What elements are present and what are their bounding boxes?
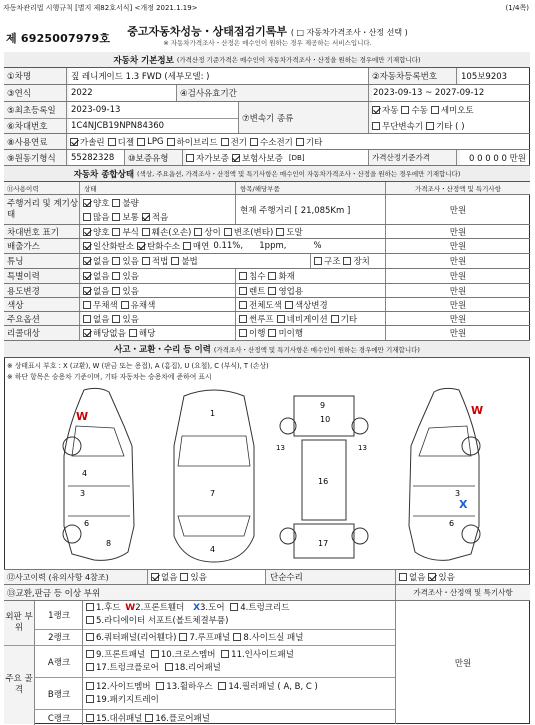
special-flood-label: 침수 bbox=[249, 272, 266, 282]
special-fire-checkbox[interactable] bbox=[268, 272, 276, 280]
special-yes-checkbox[interactable] bbox=[112, 272, 120, 280]
color-chromatic-label: 유채색 bbox=[130, 300, 156, 311]
db-mark: [DB] bbox=[288, 153, 305, 162]
top-hood-num: 1 bbox=[210, 409, 216, 418]
fuel-other-checkbox[interactable] bbox=[296, 138, 304, 146]
trans-manual-label: 수동 bbox=[411, 106, 428, 116]
tuning-options-2 bbox=[310, 254, 386, 268]
rankB-label: B랭크 bbox=[34, 677, 83, 710]
mileage-many-checkbox[interactable] bbox=[83, 213, 91, 221]
mileage-low-checkbox[interactable] bbox=[142, 213, 150, 221]
simple-none-checkbox[interactable] bbox=[399, 573, 407, 581]
use-rent-label: 렌트 bbox=[249, 286, 266, 297]
frame-trunk-num: 17 bbox=[318, 539, 329, 548]
car-left-view bbox=[54, 386, 144, 564]
recall-none-label: 해당없음 bbox=[93, 329, 126, 339]
radiator-support-label: 5.라디에이터 서포트(볼트체결부품) bbox=[96, 616, 229, 626]
cross-member-label: 10.크로스멤버 bbox=[160, 650, 216, 660]
mileage-price: 만원 bbox=[385, 195, 530, 224]
col-state: 상태 bbox=[79, 182, 240, 194]
use-detail bbox=[235, 284, 386, 297]
first-reg-label: ⑤최초등록일 bbox=[4, 102, 69, 118]
emission-smoke-label: 매연 bbox=[192, 242, 210, 252]
vin-mark-row bbox=[4, 225, 530, 239]
option-other-checkbox[interactable] bbox=[331, 315, 339, 323]
wheel-house-checkbox[interactable] bbox=[156, 682, 164, 690]
page-number: (1/4쪽) bbox=[505, 4, 529, 12]
inspect-value: 2023-09-13 ~ 2027-09-12 bbox=[368, 85, 530, 101]
roof-panel-checkbox[interactable] bbox=[179, 633, 187, 641]
vin-damage-checkbox[interactable] bbox=[142, 228, 150, 236]
main-label: 주요 골격 bbox=[4, 645, 34, 724]
tuning-illegal-label: 불법 bbox=[181, 257, 198, 267]
trans-cvt-checkbox[interactable] bbox=[372, 122, 380, 130]
tuning-yes-checkbox[interactable] bbox=[112, 257, 120, 265]
option-sunroof-label: 썬루프 bbox=[249, 314, 274, 325]
mark-x-right-door: X bbox=[459, 498, 468, 511]
tuning-label: 튜닝 bbox=[4, 254, 82, 268]
recall-notdone-checkbox[interactable] bbox=[268, 329, 276, 337]
emission-options bbox=[79, 239, 386, 253]
tuning-options bbox=[79, 254, 311, 268]
car-top-svg bbox=[164, 386, 264, 564]
year-row bbox=[4, 85, 530, 102]
history-none-label: 없음 bbox=[161, 573, 178, 583]
color-change-label: 색상변경 bbox=[294, 300, 328, 311]
package-tray-checkbox[interactable] bbox=[86, 695, 94, 703]
tuning-structure-checkbox[interactable] bbox=[314, 257, 322, 265]
warranty-self-checkbox[interactable] bbox=[186, 154, 194, 162]
side-member-checkbox[interactable] bbox=[86, 682, 94, 690]
option-label: 주요옵션 bbox=[4, 312, 82, 325]
fuel-diesel-label: 디젤 bbox=[117, 137, 135, 148]
left-sill-num: 8 bbox=[106, 539, 112, 548]
mark-w-fender: W bbox=[125, 603, 136, 613]
fuel-row bbox=[4, 134, 530, 150]
status-section-title: 자동차 종합상태 bbox=[73, 169, 135, 180]
color-detail bbox=[235, 298, 386, 311]
accident-section-note: (가격조사・산정액 및 특기사항은 매수인이 원하는 경우에만 기재합니다) bbox=[213, 345, 420, 354]
use-yes-checkbox[interactable] bbox=[112, 287, 120, 295]
mileage-many-label: 많음 bbox=[93, 213, 110, 223]
trans-label: ⑦변속기 종류 bbox=[238, 102, 372, 133]
recall-none-checkbox[interactable] bbox=[83, 329, 91, 337]
vin-label: ⑥차대번호 bbox=[4, 118, 69, 133]
trans-options-2 bbox=[368, 118, 530, 133]
col-detail: 항목/해당부품 bbox=[235, 182, 390, 194]
rank1-label: 1랭크 bbox=[34, 601, 83, 630]
trans-other-checkbox[interactable] bbox=[426, 122, 434, 130]
tuning-device-label: 장치 bbox=[353, 257, 370, 267]
exchange-header-row bbox=[4, 585, 530, 601]
color-chromatic-checkbox[interactable] bbox=[121, 301, 129, 309]
dash-panel-label: 15.대쉬패널 bbox=[96, 713, 143, 724]
vin-rust-checkbox[interactable] bbox=[112, 228, 120, 236]
vin-differ-checkbox[interactable] bbox=[194, 228, 202, 236]
accident-section-title: 사고・교환・수리 등 이력 bbox=[114, 345, 211, 355]
trans-manual-checkbox[interactable] bbox=[401, 106, 409, 114]
fuel-options bbox=[66, 134, 530, 149]
status-section-note: (색상, 주요옵션, 가격조사・산정액 및 특기사항은 매수인이 자동차가격조사・산정을 원하는 경우에만 기재합니다) bbox=[137, 170, 461, 178]
warranty-label: ⑩보증유형 bbox=[124, 150, 186, 165]
mileage-opts-2 bbox=[79, 210, 236, 224]
history-label: ⑫사고이력 (유의사항 4참조) bbox=[4, 570, 150, 584]
simple-label: 단순수리 bbox=[265, 570, 400, 584]
basic-section-note: (가격산정 기준가격은 매수인이 자동차가격조사・산정을 원하는 경우에만 기재합니다) bbox=[176, 56, 421, 64]
frame-floor-num: 16 bbox=[318, 477, 329, 486]
tuning-none-checkbox[interactable] bbox=[83, 257, 91, 265]
rear-panel-checkbox[interactable] bbox=[165, 663, 173, 671]
option-none-label: 없음 bbox=[93, 314, 110, 325]
reg-no-label: ②자동차등록번호 bbox=[368, 68, 460, 84]
car-name-label: ①차명 bbox=[4, 68, 69, 84]
vin-altered-checkbox[interactable] bbox=[224, 228, 232, 236]
trans-cvt-label: 무단변속기 bbox=[382, 121, 424, 132]
tuning-row bbox=[4, 254, 530, 269]
color-options bbox=[79, 298, 236, 311]
trans-auto-label: 자동 bbox=[382, 106, 399, 116]
emission-hc-label: 탄화수소 bbox=[147, 242, 180, 252]
mileage-normal-label: 보통 bbox=[122, 213, 139, 223]
year-value: 2022 bbox=[66, 85, 181, 101]
hood-checkbox[interactable] bbox=[86, 603, 94, 611]
special-row bbox=[4, 269, 530, 284]
floor-panel-checkbox[interactable] bbox=[145, 714, 153, 722]
exchange-body bbox=[4, 601, 530, 724]
fuel-gasoline-checkbox[interactable] bbox=[70, 138, 78, 146]
fuel-hybrid-label: 하이브리드 bbox=[176, 137, 218, 148]
use-price: 만원 bbox=[385, 284, 530, 297]
special-flood-checkbox[interactable] bbox=[239, 272, 247, 280]
color-label: 색상 bbox=[4, 298, 82, 311]
inside-panel-label: 11.인사이드패널 bbox=[231, 650, 294, 660]
vin-mark-price: 만원 bbox=[385, 225, 530, 238]
recall-options bbox=[79, 326, 236, 340]
vin-rust-label: 부식 bbox=[122, 227, 139, 238]
fuel-hydrogen-label: 수소전기 bbox=[260, 137, 293, 148]
trans-auto-checkbox[interactable] bbox=[372, 106, 380, 114]
floor-panel-label: 16.플로어패널 bbox=[155, 713, 210, 724]
regulation-text: 자동차관리법 시행규칙 [별지 제82호서식] <개정 2021.1.19> bbox=[3, 4, 198, 12]
tuning-structure-label: 구조 bbox=[324, 257, 341, 267]
emission-row bbox=[4, 239, 530, 254]
trunk-floor-label: 17.트렁크플로어 bbox=[96, 663, 159, 673]
side-sill-label: 8.사이드실 패널 bbox=[243, 633, 304, 643]
mileage-opts-1 bbox=[79, 195, 236, 210]
mileage-bad-checkbox[interactable] bbox=[112, 199, 120, 207]
option-navi-label: 네비게이션 bbox=[286, 314, 328, 325]
quarter-panel-label: 6.쿼터패널(리어휀다) bbox=[96, 633, 177, 643]
right-rear-num: 6 bbox=[449, 519, 455, 528]
trans-options-1 bbox=[368, 102, 530, 118]
accident-section-header bbox=[4, 341, 530, 358]
use-yes-label: 있음 bbox=[122, 286, 139, 297]
use-row bbox=[4, 284, 530, 298]
fuel-hydrogen-checkbox[interactable] bbox=[250, 138, 258, 146]
vin-smear-checkbox[interactable] bbox=[276, 228, 284, 236]
outer-label: 외판 부위 bbox=[4, 601, 34, 645]
vin-mark-label: 차대번호 표기 bbox=[4, 225, 82, 238]
car-frame-view bbox=[274, 386, 374, 564]
rank1-items bbox=[82, 601, 396, 630]
recall-yes-checkbox[interactable] bbox=[129, 329, 137, 337]
document-subtitle: ※ 자동차가격조사・산정은 매수인이 원하는 경우 제공하는 서비스입니다. bbox=[163, 39, 372, 47]
price-label: 가격산정기준가격 bbox=[368, 150, 460, 165]
emission-label: 배출가스 bbox=[4, 239, 82, 253]
option-row bbox=[4, 312, 530, 326]
mileage-normal-checkbox[interactable] bbox=[112, 213, 120, 221]
option-navi-checkbox[interactable] bbox=[277, 315, 285, 323]
basic-section-title: 자동차 기본정보 bbox=[113, 55, 174, 66]
exchange-price-label: 가격조사・산정액 및 특기사항 bbox=[395, 585, 530, 600]
right-door-num: 3 bbox=[455, 489, 461, 498]
title-option: ( □ 자동차가격조사・산정 선택 ) bbox=[290, 28, 408, 37]
top-trunk-num: 4 bbox=[210, 545, 216, 554]
tuning-legal-checkbox[interactable] bbox=[142, 257, 150, 265]
trans-other-label: 기타 ( ) bbox=[436, 121, 465, 132]
car-top-view bbox=[164, 386, 264, 564]
col-item: ⑪사용이력 bbox=[7, 184, 39, 193]
fuel-hybrid-checkbox[interactable] bbox=[167, 138, 175, 146]
emission-co-label: 일산화탄소 bbox=[93, 242, 135, 252]
col-price: 가격조사・산정액 및 특기사항 bbox=[385, 182, 530, 194]
special-fire-label: 화재 bbox=[278, 272, 295, 282]
legend-line-2: ※ 하단 항목은 승용차 기준이며, 기타 자동차는 승용차에 준하여 표시 bbox=[7, 373, 212, 381]
recall-detail bbox=[235, 326, 386, 340]
option-options bbox=[79, 312, 236, 325]
fuel-diesel-checkbox[interactable] bbox=[108, 138, 116, 146]
special-none-label: 없음 bbox=[93, 272, 110, 282]
vin-smear-label: 도말 bbox=[286, 227, 303, 238]
vin-mark-options bbox=[79, 225, 386, 238]
pillar-panel-label: 14.필러패널 ( A, B, C ) bbox=[228, 682, 318, 692]
status-column-header bbox=[4, 182, 530, 195]
car-name-row bbox=[4, 68, 530, 85]
fuel-electric-label: 전기 bbox=[230, 137, 248, 148]
emission-values: 0.11%, 1ppm, % bbox=[213, 241, 322, 251]
warranty-options bbox=[182, 150, 369, 165]
color-full-paint-label: 전체도색 bbox=[249, 300, 282, 311]
mark-w-right-fender: W bbox=[471, 404, 484, 417]
vin-differ-label: 상이 bbox=[204, 227, 221, 238]
history-none-checkbox[interactable] bbox=[151, 573, 159, 581]
color-row bbox=[4, 298, 530, 312]
dash-panel-checkbox[interactable] bbox=[86, 714, 94, 722]
pillar-panel-checkbox[interactable] bbox=[218, 682, 226, 690]
fuel-lpg-checkbox[interactable] bbox=[137, 138, 145, 146]
rankB-items bbox=[82, 677, 396, 710]
fuel-lpg-label: LPG bbox=[147, 136, 164, 147]
quarter-panel-checkbox[interactable] bbox=[86, 633, 94, 641]
car-left-svg bbox=[54, 386, 144, 564]
rear-panel-label: 18.리어패널 bbox=[174, 663, 221, 673]
mileage-label: 주행거리 및 계기상태 bbox=[4, 195, 82, 224]
simple-yes-checkbox[interactable] bbox=[428, 573, 436, 581]
emission-co-checkbox[interactable] bbox=[83, 242, 91, 250]
basic-section-header bbox=[4, 52, 530, 68]
door-label: 3.도어 bbox=[200, 603, 225, 613]
simple-none-label: 없음 bbox=[409, 573, 426, 583]
use-label: 용도변경 bbox=[4, 284, 82, 297]
tuning-illegal-checkbox[interactable] bbox=[171, 257, 179, 265]
front-panel-checkbox[interactable] bbox=[86, 650, 94, 658]
vin-good-checkbox[interactable] bbox=[83, 228, 91, 236]
use-options bbox=[79, 284, 236, 297]
use-business-label: 영업용 bbox=[278, 286, 304, 297]
trunk-lid-label: 4.트렁크리드 bbox=[240, 603, 290, 613]
option-none-checkbox[interactable] bbox=[83, 315, 91, 323]
fuel-label: ⑧사용연료 bbox=[4, 134, 69, 149]
color-full-paint-checkbox[interactable] bbox=[239, 301, 247, 309]
warranty-insurer-label: 보험사보증 bbox=[241, 153, 283, 164]
fuel-other-label: 기타 bbox=[305, 137, 323, 148]
option-yes-checkbox[interactable] bbox=[112, 315, 120, 323]
vin-altered-label: 변조(변타) bbox=[233, 227, 274, 238]
simple-options bbox=[395, 570, 530, 584]
simple-yes-label: 있음 bbox=[438, 573, 455, 583]
special-yes-label: 있음 bbox=[122, 272, 139, 282]
rankC-label: C랭크 bbox=[34, 709, 83, 725]
legend-line-1: ※ 상태표시 부호 : X (교환), W (판금 또는 용접), A (흠집), U (요철), C (부식), T (손상) bbox=[7, 362, 269, 370]
title-text: 중고자동차성능・상태점검기록부 bbox=[127, 25, 287, 38]
recall-notdone-label: 미이행 bbox=[278, 329, 304, 339]
recall-done-checkbox[interactable] bbox=[239, 329, 247, 337]
trans-semi-label: 세미오토 bbox=[440, 106, 474, 116]
option-other-label: 기타 bbox=[340, 314, 358, 325]
roof-panel-label: 7.루프패널 bbox=[189, 633, 231, 643]
reg-no-value: 105보9203 bbox=[456, 68, 530, 84]
trunk-lid-checkbox[interactable] bbox=[230, 603, 238, 611]
motor-value: 55282328 bbox=[66, 150, 129, 165]
hood-label: 1.후드 bbox=[96, 603, 121, 613]
fuel-gasoline-label: 가솔린 bbox=[80, 137, 105, 148]
tuning-yes-label: 있음 bbox=[122, 257, 139, 267]
package-tray-label: 19.패키지트레이 bbox=[96, 695, 159, 705]
exchange-label: ⑬교환,판금 등 이상 부위 bbox=[4, 585, 398, 600]
top-roof-num: 7 bbox=[210, 489, 216, 498]
first-reg-value: 2023-09-13 bbox=[66, 102, 243, 118]
frame-wheelhouse-num-2: 13 bbox=[358, 444, 367, 452]
special-price: 만원 bbox=[385, 269, 530, 283]
vin-damage-label: 훼손(오손) bbox=[151, 227, 192, 238]
use-none-checkbox[interactable] bbox=[83, 287, 91, 295]
recall-yes-label: 해당 bbox=[138, 329, 156, 339]
rankC-items bbox=[82, 709, 396, 725]
use-none-label: 없음 bbox=[93, 286, 110, 297]
mileage-bad-label: 불량 bbox=[122, 198, 139, 209]
mark-x-door: X bbox=[193, 603, 201, 613]
exchange-price-value: 만원 bbox=[395, 601, 530, 724]
color-achromatic-checkbox[interactable] bbox=[83, 301, 91, 309]
car-frame-svg bbox=[274, 386, 374, 564]
special-label: 특별이력 bbox=[4, 269, 82, 283]
diagram-area bbox=[4, 358, 530, 570]
color-achromatic-label: 무채색 bbox=[93, 300, 118, 311]
cross-member-checkbox[interactable] bbox=[151, 650, 159, 658]
mileage-low-label: 적음 bbox=[151, 213, 169, 223]
emission-price: 만원 bbox=[385, 239, 530, 253]
rankA-label: A랭크 bbox=[34, 645, 83, 678]
first-reg-row bbox=[4, 102, 530, 134]
frame-front-num: 9 bbox=[320, 401, 326, 410]
mileage-row bbox=[4, 195, 530, 225]
color-price: 만원 bbox=[385, 298, 530, 311]
option-sunroof-checkbox[interactable] bbox=[239, 315, 247, 323]
mileage-good-label: 양호 bbox=[93, 198, 110, 209]
option-price: 만원 bbox=[385, 312, 530, 325]
mark-w-left-fender: W bbox=[76, 410, 89, 423]
motor-label: ⑨원동기형식 bbox=[4, 150, 69, 165]
special-options bbox=[79, 269, 236, 283]
rank2-items bbox=[82, 629, 396, 645]
history-options bbox=[147, 570, 266, 584]
mileage-text: 현재 주행거리 [ 21,085Km ] bbox=[235, 195, 390, 224]
emission-hc-checkbox[interactable] bbox=[137, 242, 145, 250]
trans-semi-checkbox[interactable] bbox=[431, 106, 439, 114]
trunk-floor-checkbox[interactable] bbox=[86, 663, 94, 671]
tuning-none-label: 없음 bbox=[93, 257, 110, 267]
side-sill-checkbox[interactable] bbox=[233, 633, 241, 641]
history-row bbox=[4, 570, 530, 585]
car-name-value: 짚 레니게이드 1.3 FWD (세부모델: ) bbox=[66, 68, 373, 84]
use-business-checkbox[interactable] bbox=[268, 287, 276, 295]
inspect-label: ④검사유효기간 bbox=[176, 85, 372, 101]
tuning-device-checkbox[interactable] bbox=[343, 257, 351, 265]
inside-panel-checkbox[interactable] bbox=[221, 650, 229, 658]
recall-row bbox=[4, 326, 530, 341]
recall-price: 만원 bbox=[385, 326, 530, 340]
year-label: ③연식 bbox=[4, 85, 69, 101]
tuning-price: 만원 bbox=[385, 254, 530, 268]
side-member-label: 12.사이드멤버 bbox=[96, 682, 151, 692]
left-door-num: 3 bbox=[80, 489, 86, 498]
mileage-good-checkbox[interactable] bbox=[83, 199, 91, 207]
fender-label: 2.프론트휀더 bbox=[135, 603, 185, 613]
vin-value: 1C4NJCB19NPN84360 bbox=[66, 118, 243, 133]
tuning-legal-label: 적법 bbox=[151, 257, 169, 267]
warranty-self-label: 자가보증 bbox=[196, 153, 229, 164]
special-none-checkbox[interactable] bbox=[83, 272, 91, 280]
document-number: 제 6925007979호 bbox=[6, 32, 111, 45]
front-panel-label: 9.프론트패널 bbox=[96, 650, 146, 660]
option-yes-label: 있음 bbox=[122, 314, 139, 325]
warranty-insurer-checkbox[interactable] bbox=[232, 154, 240, 162]
recall-done-label: 이행 bbox=[249, 329, 266, 339]
special-detail bbox=[235, 269, 386, 283]
status-section-header bbox=[4, 166, 530, 182]
motor-row bbox=[4, 150, 530, 166]
frame-wheelhouse-num: 13 bbox=[276, 444, 285, 452]
radiator-support-checkbox[interactable] bbox=[86, 616, 94, 624]
recall-label: 리콜대상 bbox=[4, 326, 82, 340]
wheel-house-label: 13.휠하우스 bbox=[166, 682, 213, 692]
history-yes-label: 있음 bbox=[190, 573, 207, 583]
rank2-label: 2랭크 bbox=[34, 629, 83, 645]
history-yes-checkbox[interactable] bbox=[180, 573, 188, 581]
frame-cross-num: 10 bbox=[320, 415, 331, 424]
emission-smoke-checkbox[interactable] bbox=[183, 242, 191, 250]
rankA-items bbox=[82, 645, 396, 678]
use-rent-checkbox[interactable] bbox=[239, 287, 247, 295]
option-detail bbox=[235, 312, 386, 325]
price-value: 0 0 0 0 0 만원 bbox=[456, 150, 530, 165]
vin-good-label: 양호 bbox=[93, 227, 110, 238]
color-change-checkbox[interactable] bbox=[285, 301, 293, 309]
left-pillar-num: 4 bbox=[82, 469, 88, 478]
left-rear-num: 6 bbox=[84, 519, 90, 528]
fuel-electric-checkbox[interactable] bbox=[221, 138, 229, 146]
